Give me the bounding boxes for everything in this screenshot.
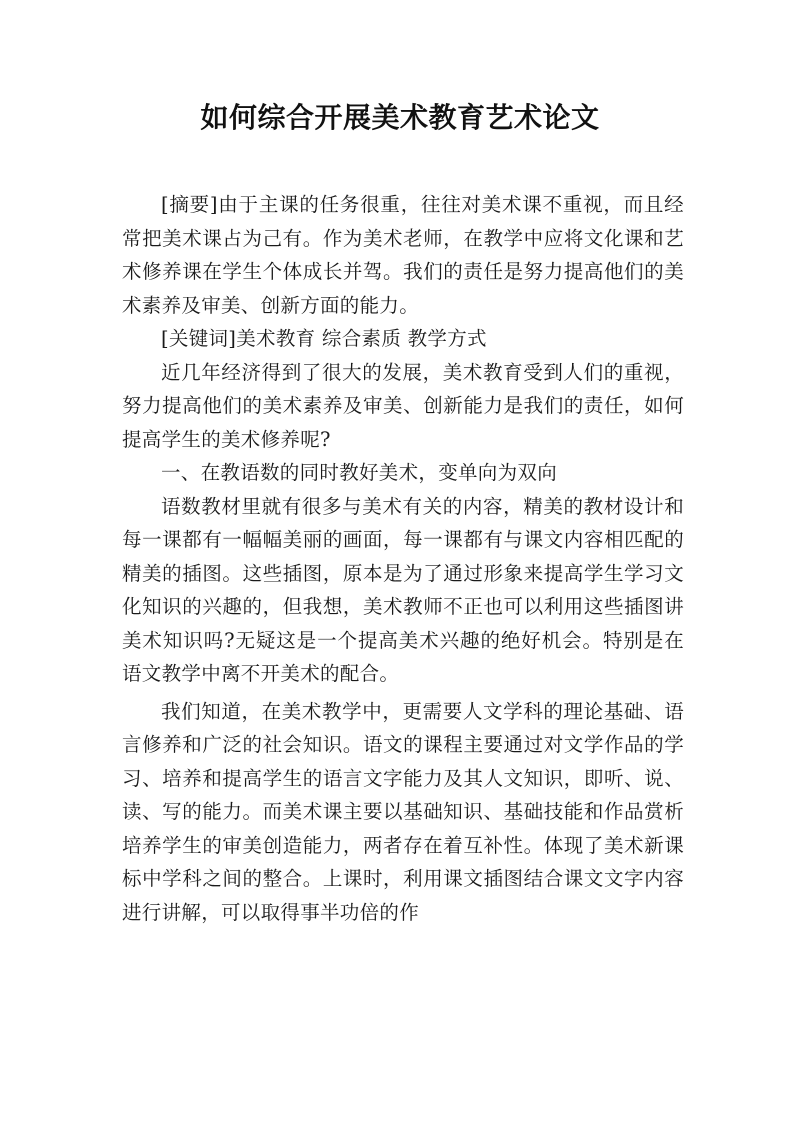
section-heading: 一、在教语数的同时教好美术，变单向为双向	[161, 461, 558, 484]
document-body	[122, 188, 684, 929]
abstract-paragraph: [摘要]由于主课的任务很重，往往对美术课不重视，而且经常把美术课占为己有。作为美术老师，在教学中应将文化课和艺术修养课在学生个体成长并驾。我们的责任是努力提高他们的美术素养及审美、创新方面的能力。	[122, 193, 684, 317]
intro-paragraph: 近几年经济得到了很大的发展，美术教育受到人们的重视，努力提高他们的美术素养及审美、创新能力是我们的责任，如何提高学生的美术修养呢?	[122, 360, 684, 451]
body-paragraph: 我们知道，在美术教学中，更需要人文学科的理论基础、语言修养和广泛的社会知识。语文的课程主要通过对文学作品的学习、培养和提高学生的语言文字能力及其人文知识，即听、说、读、写的能力。而美术课主要以基础知识、基础技能和作品赏析培养学生的审美创造能力，两者存在着互补性。体现了美术新课标中学科之间的整合。上课时，利用课文插图结合课文文字内容进行讲解，可以取得事半功倍的作	[122, 699, 684, 924]
keywords-paragraph: [关键词]美术教育 综合素质 教学方式	[161, 327, 487, 350]
document-title: 如何综合开展美术教育艺术论文	[200, 101, 600, 134]
body-paragraph: 语数教材里就有很多与美术有关的内容，精美的教材设计和每一课都有一幅幅美丽的画面，每一课都有与课文内容相匹配的精美的插图。这些插图，原本是为了通过形象来提高学生学习文化知识的兴趣的，但我想，美术教师不正也可以利用这些插图讲美术知识吗?无疑这是一个提高美术兴趣的绝好机会。特别是在语文教学中离不开美术的配合。	[122, 494, 684, 685]
